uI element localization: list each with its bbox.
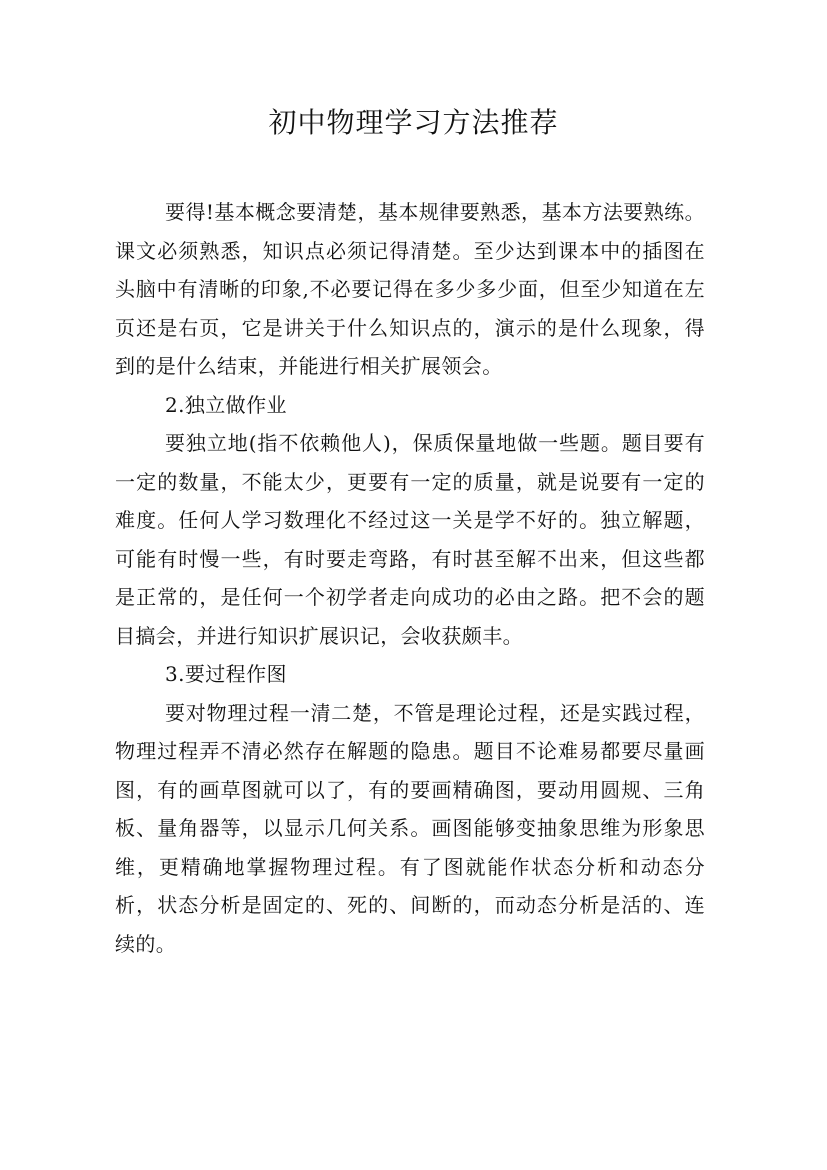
paragraph-basic-concepts: 要得!基本概念要清楚，基本规律要熟悉，基本方法要熟练。课文必须熟悉，知识点必须记得清楚。至少达到课本中的插图在头脑中有清晰的印象,不必要记得在多少多少面，但至少知道在左页还是右页，它是讲关于什么知识点的，演示的是什么现象，得到的是什么结束，并能进行相关扩展领会。 [115,200,705,378]
document-title: 初中物理学习方法推荐 [268,106,559,139]
section-heading-independent-homework: 2.独立做作业 [165,392,287,417]
section-heading-process-drawing: 3.要过程作图 [165,662,287,686]
paragraph-independent-homework: 要独立地(指不依赖他人)，保质保量地做一些题。题目要有一定的数量，不能太少，更要有一定的质量，就是说要有一定的难度。任何人学习数理化不经过这一关是学不好的。独立解题，可能有时慢一些，有时要走弯路，有时甚至解不出来，但这些都是正常的，是任何一个初学者走向成功的必由之路。把不会的题目搞会，并进行知识扩展识记，会收获颇丰。 [115,431,705,648]
document-body [115,193,705,963]
paragraph-process-drawing: 要对物理过程一清二楚，不管是理论过程，还是实践过程，物理过程弄不清必然存在解题的隐患。题目不论难易都要尽量画图，有的画草图就可以了，有的要画精确图，要动用圆规、三角板、量角器等，以显示几何关系。画图能够变抽象思维为形象思维，更精确地掌握物理过程。有了图就能作状态分析和动态分析，状态分析是固定的、死的、间断的，而动态分析是活的、连续的。 [115,700,705,956]
